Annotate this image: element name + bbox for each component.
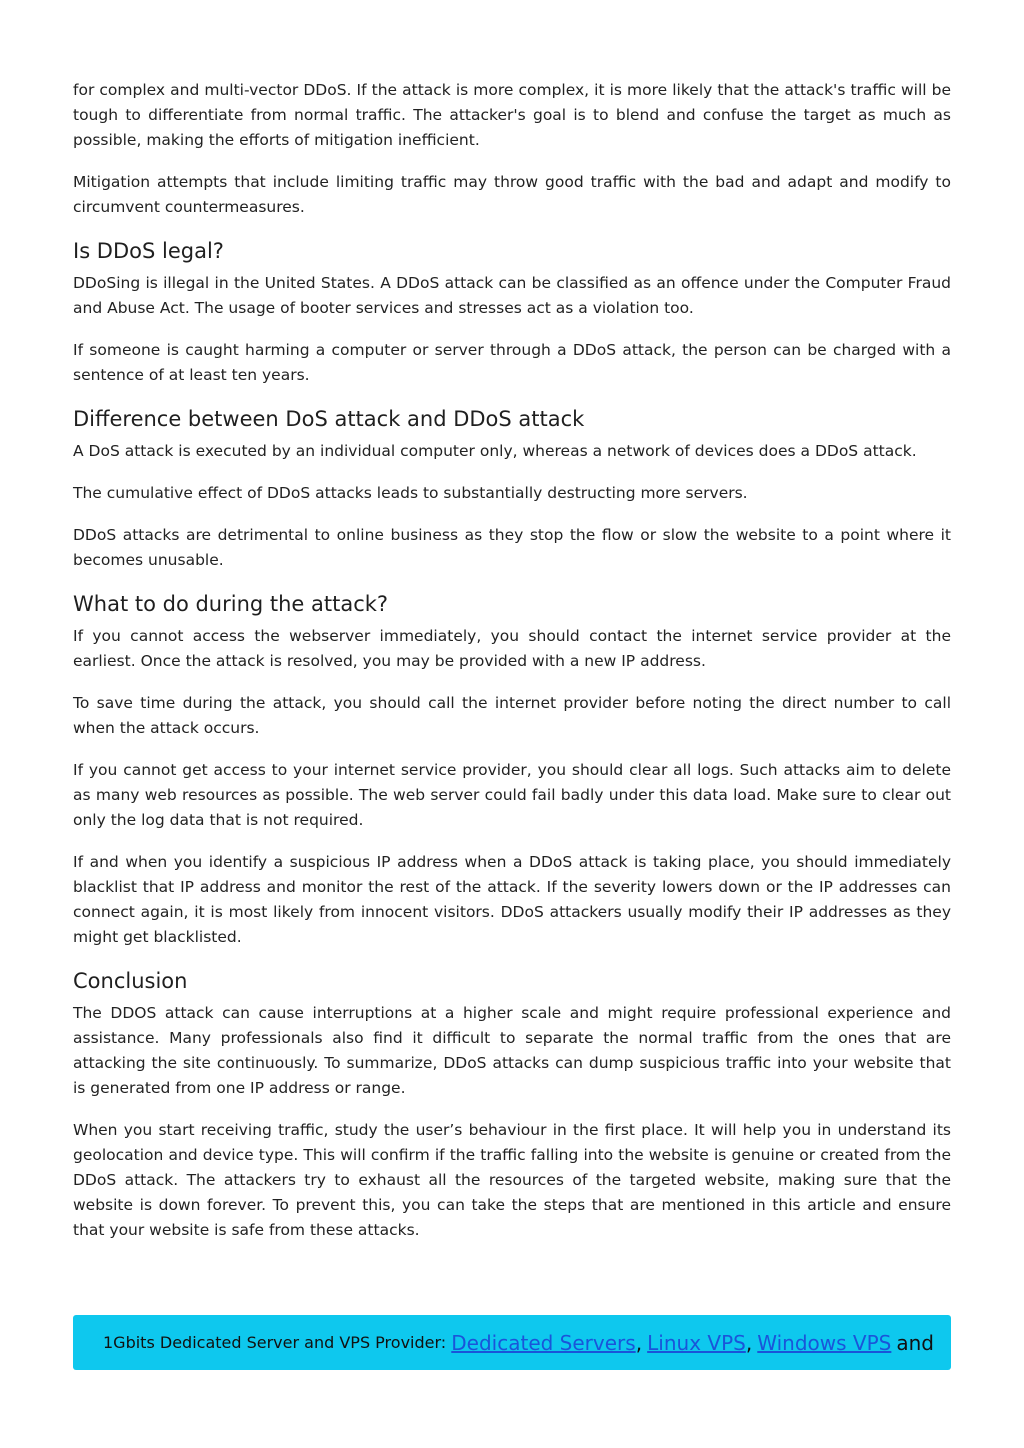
- dedicated-servers-link[interactable]: Dedicated Servers: [451, 1330, 636, 1355]
- section-paragraph: The cumulative effect of DDoS attacks leads to substantially destructing more servers.: [73, 484, 748, 502]
- linux-vps-link[interactable]: Linux VPS: [647, 1330, 746, 1355]
- section-paragraph: To save time during the attack, you should call the internet provider before noting the direct number to call when the attack occurs.: [73, 694, 951, 737]
- section-during-attack: [73, 590, 951, 950]
- intro-paragraph-2: Mitigation attempts that include limiting traffic may throw good traffic with the bad and adapt and modify to circumvent countermeasures.: [73, 173, 951, 216]
- footer-separator: ,: [745, 1330, 753, 1355]
- section-heading: Conclusion: [73, 969, 188, 993]
- footer-lead-text: 1Gbits Dedicated Server and VPS Provider:: [103, 1333, 447, 1352]
- section-paragraph: DDoSing is illegal in the United States. A DDoS attack can be classified as an offence under the Computer Fraud and Abuse Act. The usage of booter services and stresses act as a violation too.: [73, 274, 951, 317]
- section-ddos-legal: [73, 237, 951, 388]
- windows-vps-link[interactable]: Windows VPS: [757, 1330, 892, 1355]
- footer-separator: ,: [635, 1330, 643, 1355]
- section-heading: What to do during the attack?: [73, 592, 389, 616]
- section-dos-vs-ddos: [73, 405, 951, 573]
- section-heading: Difference between DoS attack and DDoS attack: [73, 407, 585, 431]
- footer-banner: [73, 1315, 951, 1370]
- section-paragraph: If and when you identify a suspicious IP address when a DDoS attack is taking place, you should immediately blacklist that IP address and monitor the rest of the attack. If the severity lowers down or the IP addresses can connect again, it is most likely from innocent visitors. DDoS attackers usually modify their IP addresses as they might get blacklisted.: [73, 853, 951, 946]
- section-paragraph: The DDOS attack can cause interruptions at a higher scale and might require professional experience and assistance. Many professionals also find it difficult to separate the normal traffic from the ones that are attacking the site continuously. To summarize, DDoS attacks can dump suspicious traffic into your website that is generated from one IP address or range.: [73, 1004, 951, 1097]
- section-paragraph: When you start receiving traffic, study the user’s behaviour in the first place. It will help you in understand its geolocation and device type. This will confirm if the traffic falling into the website is genuine or created from the DDoS attack. The attackers try to exhaust all the resources of the targeted website, making sure that the website is down forever. To prevent this, you can take the steps that are mentioned in this article and ensure that your website is safe from these attacks.: [73, 1121, 951, 1239]
- section-heading: Is DDoS legal?: [73, 239, 224, 263]
- article-body: [73, 78, 951, 1260]
- section-paragraph: If you cannot get access to your internet service provider, you should clear all logs. Such attacks aim to delete as many web resources as possible. The web server could fail badly under this data load. Make sure to clear out only the log data that is not required.: [73, 761, 951, 829]
- section-paragraph: DDoS attacks are detrimental to online business as they stop the flow or slow the website to a point where it becomes unusable.: [73, 526, 951, 569]
- intro-paragraph-1: for complex and multi-vector DDoS. If the attack is more complex, it is more likely that the attack's traffic will be tough to differentiate from normal traffic. The attacker's goal is to blend and confuse the target as much as possible, making the efforts of mitigation inefficient.: [73, 81, 951, 149]
- section-paragraph: If someone is caught harming a computer or server through a DDoS attack, the person can be charged with a sentence of at least ten years.: [73, 341, 951, 384]
- section-paragraph: If you cannot access the webserver immediately, you should contact the internet service provider at the earliest. Once the attack is resolved, you may be provided with a new IP address.: [73, 627, 951, 670]
- footer-tail-text: and: [896, 1330, 934, 1355]
- section-paragraph: A DoS attack is executed by an individual computer only, whereas a network of devices does a DDoS attack.: [73, 442, 917, 460]
- section-conclusion: [73, 967, 951, 1243]
